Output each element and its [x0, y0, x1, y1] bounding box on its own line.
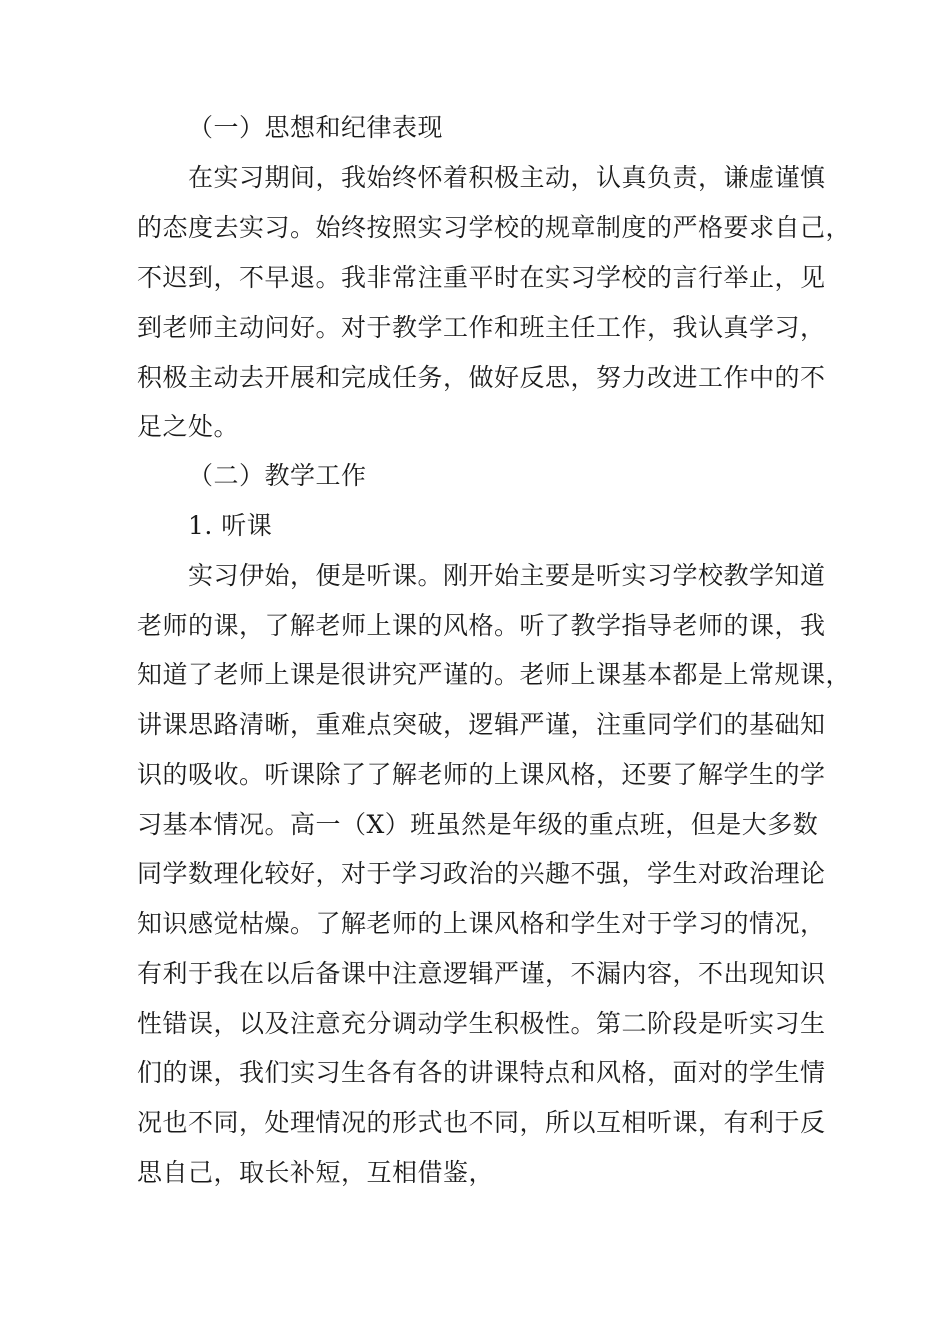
- subsection-heading-lecture-observation: 1. 听课: [188, 511, 273, 540]
- paragraph-line: 同学数理化较好，对于学习政治的兴趣不强，学生对政治理论: [137, 859, 826, 888]
- paragraph-line: 老师的课，了解老师上课的风格。听了教学指导老师的课，我: [137, 611, 826, 640]
- paragraph-line: 有利于我在以后备课中注意逻辑严谨，不漏内容，不出现知识: [137, 959, 826, 988]
- section-heading-thought-discipline: （一）思想和纪律表现: [188, 113, 444, 142]
- paragraph-line: 习基本情况。高一（X）班虽然是年级的重点班，但是大多数: [137, 810, 819, 839]
- paragraph-line: 到老师主动问好。对于教学工作和班主任工作，我认真学习，: [137, 313, 826, 342]
- paragraph-line: 知道了老师上课是很讲究严谨的。老师上课基本都是上常规课，: [137, 660, 852, 689]
- paragraph-line: 思自己，取长补短，互相借鉴，: [137, 1158, 495, 1187]
- paragraph-line: 讲课思路清晰，重难点突破，逻辑严谨，注重同学们的基础知: [137, 710, 826, 739]
- paragraph-line: 知识感觉枯燥。了解老师的上课风格和学生对于学习的情况，: [137, 909, 826, 938]
- section-heading-teaching: （二）教学工作: [188, 461, 367, 490]
- paragraph-line: 的态度去实习。始终按照实习学校的规章制度的严格要求自己，: [137, 213, 852, 242]
- paragraph-line: 实习伊始，便是听课。刚开始主要是听实习学校教学知道: [188, 561, 826, 590]
- paragraph-line: 识的吸收。听课除了了解老师的上课风格，还要了解学生的学: [137, 760, 826, 789]
- paragraph-line: 在实习期间，我始终怀着积极主动，认真负责，谦虚谨慎: [188, 163, 826, 192]
- paragraph-line: 性错误，以及注意充分调动学生积极性。第二阶段是听实习生: [137, 1009, 826, 1038]
- paragraph-line: 不迟到，不早退。我非常注重平时在实习学校的言行举止，见: [137, 263, 826, 292]
- paragraph-line: 积极主动去开展和完成任务，做好反思，努力改进工作中的不: [137, 363, 826, 392]
- paragraph-line: 况也不同，处理情况的形式也不同，所以互相听课，有利于反: [137, 1108, 826, 1137]
- paragraph-line: 足之处。: [137, 412, 240, 441]
- paragraph-line: 们的课，我们实习生各有各的讲课特点和风格，面对的学生情: [137, 1058, 826, 1087]
